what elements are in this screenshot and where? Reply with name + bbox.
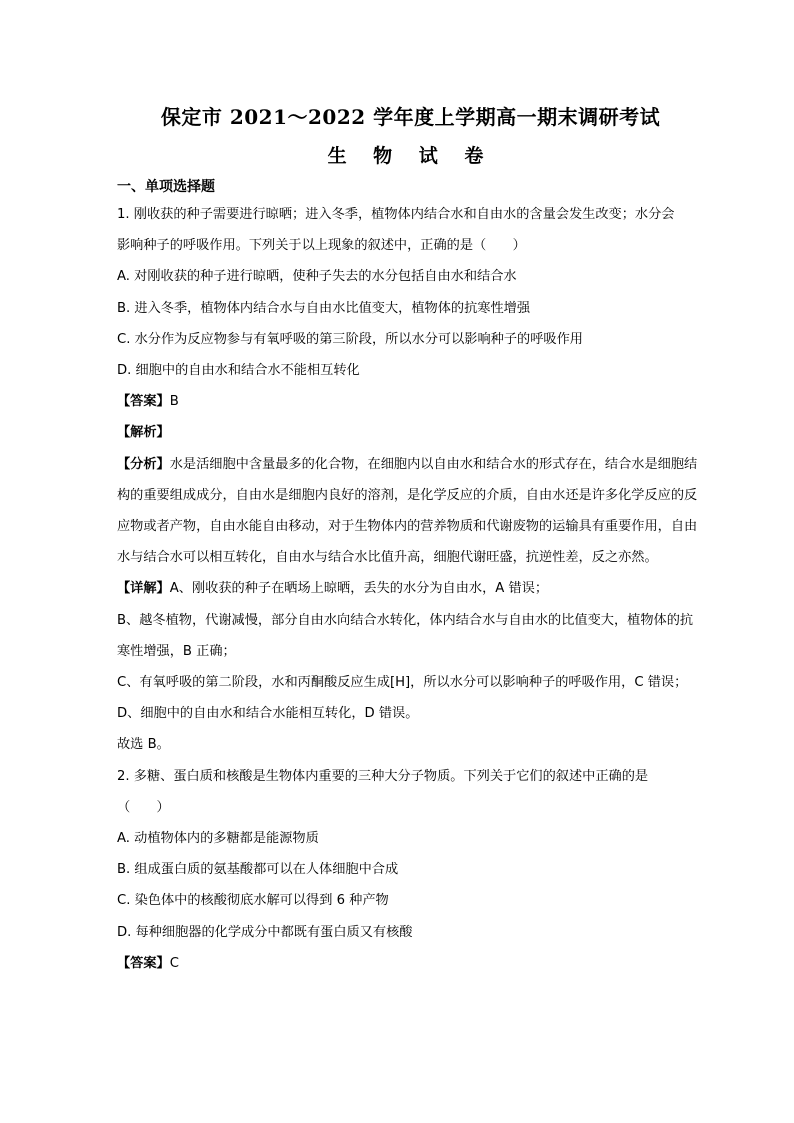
section-heading: 一、单项选择题 (117, 179, 215, 195)
q1-xiangjie-c: C、有氧呼吸的第二阶段，水和丙酮酸反应生成[H]，所以水分可以影响种子的呼吸作用，C 错误； (117, 675, 688, 691)
q2-stem-line2: （ ） (117, 799, 170, 815)
q1-xiangjie-tag: 【详解】 (117, 581, 170, 597)
q1-answer (117, 386, 704, 417)
q1-stem-line2: 影响种子的呼吸作用。下列关于以上现象的叙述中，正确的是（ ） (117, 238, 526, 254)
q1-xiangjie-b: B、越冬植物，代谢减慢，部分自由水向结合水转化，体内结合水与自由水的比值变大，植物体的抗寒性增强，B 正确； (117, 612, 694, 659)
q1-option-d: D. 细胞中的自由水和结合水不能相互转化 (117, 363, 360, 379)
q2-answer (117, 948, 704, 979)
q2-answer-tag: 【答案】 (117, 955, 170, 971)
question-2 (117, 761, 704, 979)
q1-analysis-tag: 【解析】 (117, 425, 170, 441)
q1-fenxi-text: 水是活细胞中含量最多的化合物，在细胞内以自由水和结合水的形式存在，结合水是细胞结构的重要组成成分，自由水是细胞内良好的溶剂，是化学反应的介质，自由水还是许多化学反应的反应物或者产物，自由水能自由移动，对于生物体内的营养物质和代谢废物的运输具有重要作用，自由水与结合水可以相互转化，自由水与结合水比值升高，细胞代谢旺盛，抗逆性差，反之亦然。 (117, 456, 698, 566)
q2-answer-value: C (169, 955, 179, 971)
q1-option-a: A. 对刚收获的种子进行晾晒，使种子失去的水分包括自由水和结合水 (117, 269, 517, 285)
q1-xiangjie-a-text: A、刚收获的种子在晒场上晾晒，丢失的水分为自由水，A 错误； (169, 581, 549, 597)
q1-xiangjie-d: D、细胞中的自由水和结合水能相互转化，D 错误。 (117, 706, 419, 722)
q1-conclusion: 故选 B。 (117, 737, 170, 753)
q2-option-d: D. 每种细胞器的化学成分中都既有蛋白质又有核酸 (117, 924, 413, 940)
q1-analysis-heading (117, 417, 704, 448)
exam-subtitle: 生 物 试 卷 (327, 145, 494, 167)
q2-stem-line1: 2. 多糖、蛋白质和核酸是生物体内重要的三种大分子物质。下列关于它们的叙述中正确的是 (117, 768, 649, 784)
q1-xiangjie-a (117, 573, 704, 604)
q1-fenxi-tag: 【分析】 (117, 456, 170, 472)
q2-option-a: A. 动植物体内的多糖都是能源物质 (117, 831, 319, 847)
q2-option-b: B. 组成蛋白质的氨基酸都可以在人体细胞中合成 (117, 862, 399, 878)
q1-option-b: B. 进入冬季，植物体内结合水与自由水比值变大，植物体的抗寒性增强 (117, 300, 531, 316)
q2-option-c: C. 染色体中的核酸彻底水解可以得到 6 种产物 (117, 893, 389, 909)
q1-fenxi (117, 449, 704, 574)
question-1 (117, 199, 704, 761)
q1-answer-tag: 【答案】 (117, 394, 170, 410)
q1-option-c: C. 水分作为反应物参与有氧呼吸的第三阶段，所以水分可以影响种子的呼吸作用 (117, 331, 583, 347)
exam-title: 保定市 2021～2022 学年度上学期高一期末调研考试 (160, 105, 661, 129)
q1-answer-value: B (169, 394, 179, 410)
q1-stem-line1: 1. 刚收获的种子需要进行晾晒；进入冬季，植物体内结合水和自由水的含量会发生改变；水分会 (117, 207, 675, 222)
